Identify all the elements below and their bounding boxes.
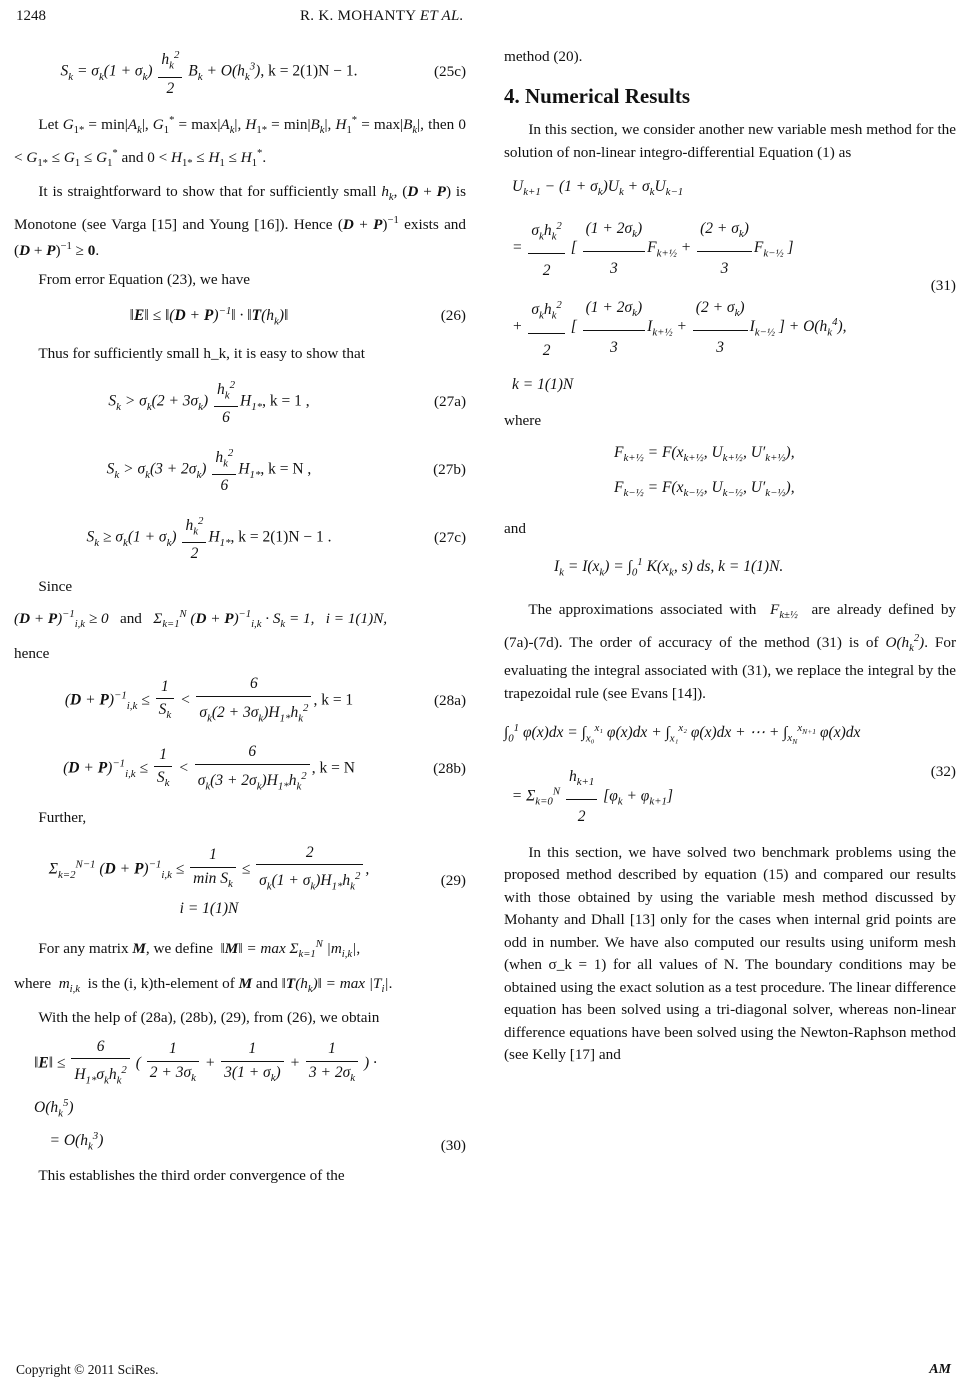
left-column: [14, 36, 466, 1194]
running-header: [300, 8, 464, 25]
eq29-label: (29): [440, 871, 466, 889]
journal-abbrev: AM: [929, 1362, 951, 1377]
results-text: In this section, we have solved two benchmark problems using the proposed method described by equation (15) and compared our results with those obtained by using the variable mesh method discussed by Mohanty and Dhall [13] only for the cases when internal grid points are odd in number. We have also computed our results using uniform mesh (when σ_k = 1) for all values of N. The boundary conditions may be obtained using the exact solution as a test procedure. The linear difference equation has been solved using a tri-diagonal solver, whereas non-linear difference equations have been solved using the Newton-Raphson method (see Kelly [17] and: [504, 843, 956, 1064]
equation-26: ‖E‖ ≤ ‖(D + P)$^{-1}$‖ · $‖T(h_k)‖$ (26): [129, 304, 466, 328]
approx-text-3: . For evaluating the integral associated with (31), we replace the integral by the trapezoidal rule (see Evans [14]).: [504, 633, 957, 702]
eq25c-label: (25c): [433, 62, 466, 80]
intro-text: In this section, we consider another new variable mesh method for the solution of non-linear integro-differential Equation (1) as: [504, 121, 956, 161]
equation-30: ‖E‖ ≤ $\frac{6}{H_{1*}\sigma_kh_k^2}$ ( $\frac{1}{2 + 3\sigma_k}$ + $\frac{1}{3(1 + \sigma_k)}$ + $\frac{1}{3 + 2\sigma_k}$ ) · $O(h_k^5)$ = $O(h_k^3)$ (30): [14, 1036, 466, 1158]
eq27c-range: , k = 2(1)N − 1 .: [230, 528, 332, 546]
equation-31: $U_{k+1} - (1 + \sigma_k)U_k + \sigma_kU_{k-1}$ = $\frac{\sigma_kh_k^2}{2}$ [ $\frac{(1 + 2\sigma_k)}{3}$ $F_{k+\frac{1}{2}}$ + $\frac{(2 + \sigma_k)}{3}$ $F_{k-\frac{1}{2}}$ ] + $\frac{\sigma_kh_k^2}{2}$ [ $\frac{(1 + 2\sigma_k)}{3}$ $I_{k+\frac{1}{2}}$ + $\frac{(2 + \sigma_k)}{3}$ $I_{k-\frac{1}{2}}$ ] + $O(h_k^4)$, k = 1(1)N (31): [512, 178, 956, 393]
eq27b-range: , k = N ,: [260, 460, 312, 478]
eq28a-label: (28a): [433, 692, 466, 710]
eq25c-range: , k = 2(1)N − 1.: [260, 62, 358, 80]
error-text: From error Equation (23), we have: [38, 270, 251, 288]
header-authors: R. K. MOHANTY: [300, 8, 416, 24]
eq28b-range: , k = N: [311, 760, 355, 777]
right-column: [504, 36, 956, 1073]
establish-text: This establishes the third order convergence of the: [38, 1167, 345, 1185]
where-paragraph: where $m_{i,k}$ is the (i, k)th-element of M and $‖T(h_k)‖ = \max |T_i|$.: [14, 974, 393, 995]
method-text: method (20).: [504, 48, 583, 65]
equation-27b: $S_k > \sigma_k(3 + 2\sigma_k)$ $\frac{h_k^2}{6}$ $H_{1*}$, k = N , (27b): [14, 440, 466, 500]
equation-27a: $S_k > \sigma_k(2 + 3\sigma_k)$ $\frac{h_k^2}{6}$ $H_{1*}$, k = 1 , (27a): [14, 372, 466, 432]
i-definition: $I_k = I(x_k) = \int_0^1$ $K(x_k$, s) ds, k = 1(1)N.: [554, 555, 784, 579]
equation-27c: $S_k \ge \sigma_k(1 + \sigma_k)$ $\frac{h_k^2}{2}$ $H_{1*}$, k = 2(1)N − 1 . (27c): [14, 508, 466, 568]
and-word: and: [119, 610, 142, 628]
equation-25c: $S_k = \sigma_k(1 + \sigma_k)$ $\frac{h_k^2}{2}$ $B_k + O(h_k^3)$, k = 2(1)N − 1. (25c): [14, 42, 466, 102]
further-text: Further,: [38, 809, 87, 827]
equation-32: $\int_0^1$ $\varphi(x)dx = \int_{x_0}^{x_1}$ $\varphi(x)dx + \int_{x_1}^{x_2}$ φ(x)dx + ⋯ + $\int_{x_N}^{x_{N+1}}$ φ(x)dx = $\Sigma_{k=0}^N$ $\frac{h_{k+1}}{2}$ $[\varphi_k + \varphi_{k+1}]$ (32): [504, 722, 956, 825]
matrix-paragraph: For any matrix M, we define ‖M‖ = $\max \Sigma_{k=1}^N$ $|m_{i,k}|$,: [38, 938, 361, 961]
where-text: where: [504, 411, 542, 429]
eq28b-label: (28b): [433, 760, 466, 778]
let-word: Let: [38, 116, 59, 134]
monotone-text-1: It is straightforward to show that for sufficiently small: [38, 183, 377, 201]
page-number: 1248: [16, 8, 46, 24]
equation-29: $\Sigma_{k=2}^{N-1}$ $(D + P)^{-1}_{i,k}$ ≤ $\frac{1}{\min S_k}$ ≤ $\frac{2}{\sigma_k(1 + \sigma_k)H_{1*}h_k^2}$ , i = 1(1)N (29): [48, 843, 466, 917]
copyright: Copyright © 2011 SciRes.: [16, 1362, 159, 1377]
eq27c-label: (27c): [433, 528, 466, 546]
element-text: is the (i, k)th-element of: [87, 974, 235, 992]
f-definitions: $F_{k+\frac{1}{2}} = F(x_{k+\frac{1}{2}}$, $U_{k+\frac{1}{2}}$, $U'_{k+\frac{1}{2}}$), $F_{k-\frac{1}{2}} = F(x_{k-\frac{1}{2}}$, $U_{k-\frac{1}{2}}$, $U'_{k-\frac{1}{2}}$),: [614, 444, 795, 500]
approx-paragraph: The approximations associated with $F_{k\pm\frac{1}{2}}$ are already defined by (7a)-(7d). The order of accuracy of the method (31) is of $O(h_k^2)$. For evaluating the integral associated with (31), we replace the integral by the trapezoidal rule (see Evans [14]).: [504, 601, 957, 702]
equation-28b: $(D + P)^{-1}_{i,k}$ ≤ $\frac{1}{S_k}$ < $\frac{6}{\sigma_k(3 + 2\sigma_k)H_{1*}h_k^2}$ , k = N (28b): [63, 743, 466, 793]
matrix-text-1: For any matrix: [38, 940, 129, 957]
where-word: where: [14, 974, 52, 992]
and-text: and: [504, 520, 526, 538]
eq28a-range: , k = 1: [313, 692, 354, 709]
let-paragraph: Let $G_{1*} = \min|A_k|$, $G_1^* = \max|A_k|$, $H_{1*} = \min|B_k|$, $H_1^* = \max|B_k|$, then $0 < G_{1*} \le G_1 \le G_1^*$ and $0 < H_{1*} \le H_1 \le H_1^*$.: [14, 115, 466, 169]
approx-text-2: are already defined by (7a)-(7d). The order of accuracy of the method (31) is of: [504, 601, 957, 651]
monotone-text-2: is Monotone (see Varga [15] and Young [16]).: [14, 183, 467, 233]
approx-text-1: The approximations associated with: [528, 601, 757, 619]
section-title: 4. Numerical Results: [504, 83, 691, 108]
header-et-al: ET AL.: [419, 8, 464, 24]
since-equation: $(D + P)^{-1}_{i,k} \ge 0$ and $\Sigma_{k=1}^N$ $(D + P)^{-1}_{i,k} \cdot S_k = 1$, i = 1(1)N,: [14, 609, 388, 631]
eq26-label: (26): [440, 307, 466, 325]
eq27b-label: (27b): [433, 460, 466, 478]
help-text: With the help of (28a), (28b), (29), from (26), we obtain: [38, 1009, 380, 1027]
monotone-paragraph: It is straightforward to show that for sufficiently small $h_k$, (D + P) is Monotone (see Varga [15] and Young [16]). Hence $(D + P)^{-1}$ exists and $(D + P)^{-1} \ge 0$.: [14, 183, 467, 260]
since-text: Since: [38, 577, 73, 595]
eq27a-range: , k = 1 ,: [262, 392, 310, 410]
and-t-word: and: [255, 974, 278, 992]
small-hk-text: Thus for sufficiently small h_k, it is easy to show that: [38, 345, 365, 363]
equation-28a: $(D + P)^{-1}_{i,k}$ ≤ $\frac{1}{S_k}$ < $\frac{6}{\sigma_k(2 + 3\sigma_k)H_{1*}h_k^2}$ , k = 1 (28a): [64, 675, 466, 725]
eq32-label: (32): [930, 763, 956, 781]
eq30-label: (30): [440, 1136, 466, 1154]
eq31-label: (31): [930, 276, 956, 294]
matrix-text-2: , we define: [145, 940, 213, 957]
exists-text: exists and: [404, 215, 466, 233]
hence-text: hence: [14, 644, 50, 662]
eq27a-label: (27a): [433, 392, 466, 410]
